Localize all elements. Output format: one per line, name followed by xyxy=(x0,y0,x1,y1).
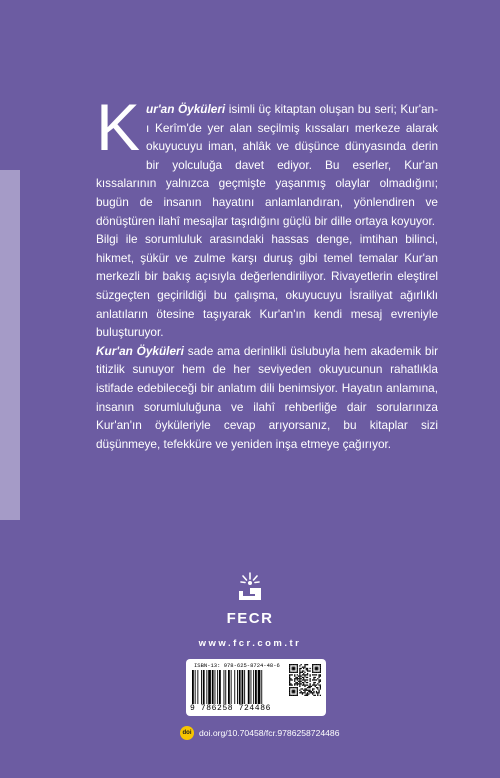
isbn-digits: 9 786258 724486 xyxy=(190,704,272,713)
back-cover-blurb xyxy=(96,90,438,453)
blurb-paragraph-1 xyxy=(96,90,438,230)
barcode-panel xyxy=(186,659,326,716)
doi-line xyxy=(180,725,340,741)
isbn-barcode xyxy=(192,670,284,704)
blurb-paragraph-2: Bilgi ile sorumluluk arasındaki hassas denge, imtihan bilinci, hikmet, şükür ve zulme karşı duruş gibi temel temalar Kur'an merkezli bir bakış açısıyla değerlendiriliyor. Rivayetlerin eleştirel süzgeçten geçirildiği bu çalışma, okuyucuyu İsrailiyat ağırlıklı anlatıların ötesine taşıyarak Kur'an'ın kendi mesaj evreniyle buluşturuyor. xyxy=(96,232,438,340)
doi-badge-icon: doi xyxy=(180,726,194,740)
series-title: ur'an Öyküleri xyxy=(146,102,226,116)
drop-cap-letter: K xyxy=(96,90,141,164)
blurb-paragraph-1-text: isimli üç kitaptan oluşan bu seri; Kur'an-ı Kerîm'de yer alan seçilmiş kıssaları merkeze alarak okuyucuyu iman, ahlâk ve düşünce dünyasında derin bir yolculuğa davet ediyor. Bu eserler, Kur'an kıssalarının yalnızca geçmişte yaşanmış olaylar olmadığını; bugün de insanın hayatını anlamlandıran, yönlendiren ve dönüştüren ilahî mesajlar taşıdığını güçlü bir dille ortaya koyuyor. xyxy=(96,102,438,228)
side-color-band xyxy=(0,170,20,520)
publisher-website: www.fcr.com.tr xyxy=(198,638,302,649)
isbn-label: ISBN-13: 978-625-8724-48-6 xyxy=(194,662,280,669)
blurb-paragraph-3-text: sade ama derinlikli üslubuyla hem akademik bir titizlik sunuyor hem de her seviyeden okuyucunun rahatlıkla istifade edebileceği bir anlatım dili benimsiyor. Hayatın anlamına, insanın sorumluluğuna ve ilahî rehberliğe dair sorularınıza Kur'an'ın öyküleriyle cevap arıyorsanız, bu kitaplar sizi düşünmeye, tefekküre ve yeniden inşa etmeye çağırıyor. xyxy=(96,343,438,451)
publisher-name: FECR xyxy=(226,610,274,627)
blurb-paragraph-3 xyxy=(96,342,438,454)
publisher-brand xyxy=(0,570,500,627)
doi-link[interactable]: doi.org/10.70458/fcr.9786258724486 xyxy=(199,728,340,738)
fecr-logo-icon xyxy=(233,570,267,606)
series-title-inline: Kur'an Öyküleri xyxy=(96,343,184,358)
qr-code-icon xyxy=(289,664,321,696)
